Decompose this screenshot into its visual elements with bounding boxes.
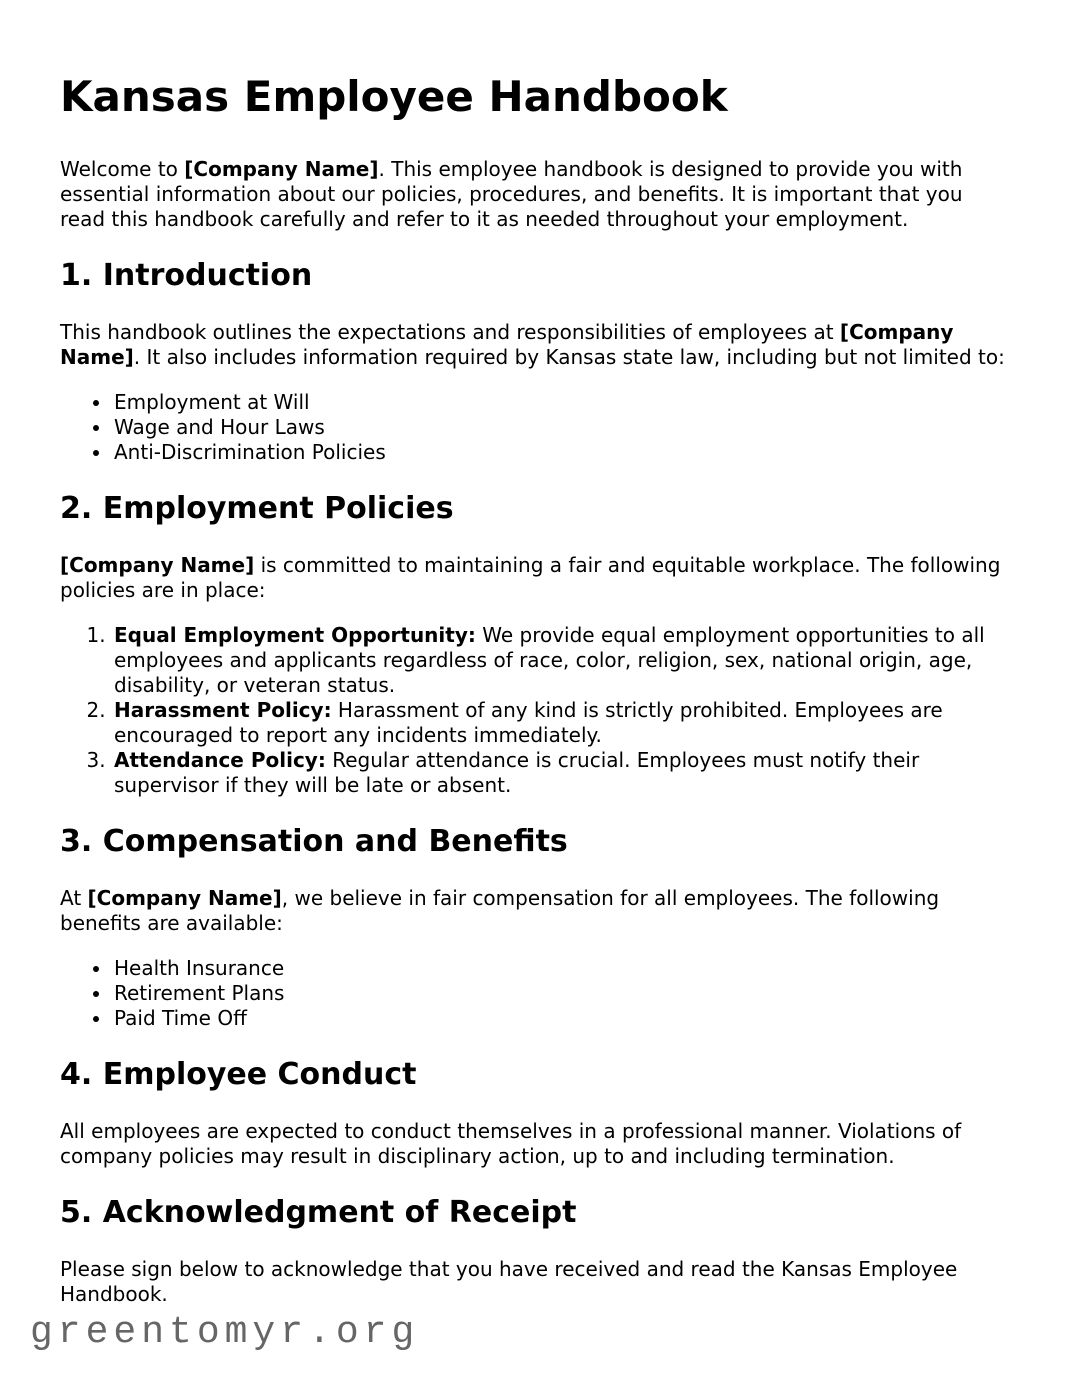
compensation-paragraph: [60, 886, 1013, 936]
list-item: • Employment at Will: [112, 390, 1013, 415]
text-segment: At: [60, 886, 88, 911]
text-segment: This handbook outlines the expectations and responsibilities of employees at: [60, 320, 840, 345]
intro-paragraph: [60, 157, 1013, 232]
section-heading-introduction: 1. Introduction: [60, 258, 313, 294]
section-heading-employment-policies: 2. Employment Policies: [60, 491, 454, 527]
text-segment: . It also includes information required by Kansas state law, including but not limited to:: [133, 345, 1005, 370]
introduction-paragraph: [60, 320, 1013, 370]
list-item: • Anti-Discrimination Policies: [112, 440, 1013, 465]
employment-policies-paragraph: [60, 553, 1013, 603]
text-segment: . This employee handbook is designed to provide you with essential information about our policies, procedures, and benefits. It is important that you read this handbook carefully and refer to it as needed throughout your employment.: [60, 157, 963, 232]
policy-name: Attendance Policy:: [114, 748, 326, 773]
policy-description: We provide equal employment opportunities to all employees and applicants regardless of race, color, religion, sex, national origin, age, disability, or veteran status.: [114, 623, 985, 698]
company-name-placeholder: [Company Name]: [60, 320, 954, 370]
section-heading-acknowledgment: 5. Acknowledgment of Receipt: [60, 1195, 577, 1231]
employment-policies-list: [60, 623, 1013, 798]
list-item: [112, 748, 1013, 798]
list-item: • Wage and Hour Laws: [112, 415, 1013, 440]
policy-name: Harassment Policy:: [114, 698, 332, 723]
text-segment: Welcome to: [60, 157, 185, 182]
section-heading-employee-conduct: 4. Employee Conduct: [60, 1057, 417, 1093]
policy-description: Harassment of any kind is strictly prohibited. Employees are encouraged to report any incidents immediately.: [114, 698, 943, 748]
list-item: • Health Insurance: [112, 956, 1013, 981]
introduction-topics-list: [60, 390, 1013, 465]
benefits-list: [60, 956, 1013, 1031]
list-item: [112, 698, 1013, 748]
text-segment: , we believe in fair compensation for all employees. The following benefits are available:: [60, 886, 940, 936]
employee-conduct-paragraph: All employees are expected to conduct themselves in a professional manner. Violations of company policies may result in disciplinary action, up to and including termination.: [60, 1119, 962, 1169]
list-item: [112, 623, 1013, 698]
list-item: • Paid Time Off: [112, 1006, 1013, 1031]
policy-name: Equal Employment Opportunity:: [114, 623, 476, 648]
list-item: • Retirement Plans: [112, 981, 1013, 1006]
text-segment: is committed to maintaining a fair and equitable workplace. The following policies are in place:: [60, 553, 1001, 603]
company-name-placeholder: [Company Name]: [184, 157, 379, 182]
acknowledgment-paragraph: Please sign below to acknowledge that you have received and read the Kansas Employee Handbook.: [60, 1257, 958, 1307]
page-title: Kansas Employee Handbook: [60, 72, 728, 121]
watermark-text: greentomyr.org: [30, 1311, 420, 1354]
section-heading-compensation-benefits: 3. Compensation and Benefits: [60, 824, 568, 860]
company-name-placeholder: [Company Name]: [87, 886, 282, 911]
policy-description: Regular attendance is crucial. Employees must notify their supervisor if they will be late or absent.: [114, 748, 920, 798]
company-name-placeholder: [Company Name]: [60, 553, 255, 578]
